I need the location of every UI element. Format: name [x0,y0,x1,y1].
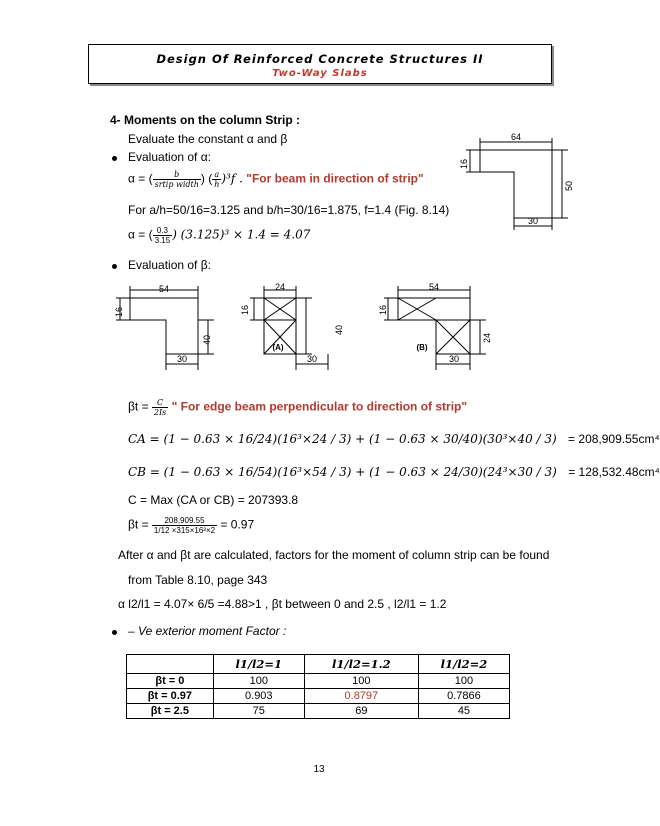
svg-text:54: 54 [158,284,170,294]
beta-label: Evaluation of β: [128,258,211,272]
table-cell: 75 [213,704,304,719]
svg-text:50: 50 [564,180,574,192]
table-row [127,674,510,689]
svg-text:30: 30 [448,354,460,364]
table-header-row [127,655,510,674]
header-subtitle: Two-Way Slabs [272,68,368,79]
after-line-1: After α and βt are calculated, factors for the moment of column strip can be found [118,548,550,562]
bt-formula: βt = $\frac{208,909.55}{\text{1/12 ×315×16³×2}}$ = 0.97 [128,516,255,535]
table-header [127,655,214,674]
alpha-calc: α = ( $\frac{0.3}{3.15}$ ) (3.125)³ × 1.4 = 4.07 [128,226,311,245]
after-line-2: from Table 8.10, page 343 [128,573,268,587]
beta-formula: βt = $\frac{C}{2Is}$ " For edge beam perpendicular to direction of strip" [128,398,468,417]
alpha-formula: α = ( $\frac{b}{\text{srtip width}}$ ) ( $\frac{a}{h}$ )³f . "For beam in direction of strip" [128,170,424,189]
svg-text:40: 40 [334,324,344,336]
table-row [127,704,510,719]
table-cell: 0.7866 [418,689,509,704]
figure-section-b [376,282,496,374]
svg-text:16: 16 [378,304,388,316]
bullet-icon [112,264,117,269]
svg-text:24: 24 [482,332,492,344]
svg-text:30: 30 [176,354,188,364]
row-label: βt = 0.97 [127,689,214,704]
figure-beam-section-2 [110,282,230,374]
svg-text:(A): (A) [272,343,284,352]
cb-formula: CB = (1 − 0.63 × 16/54)(16³×54 / 3) + (1 − 0.63 × 24/30)(24³×30 / 3) = 128,532.48cm⁴ [128,465,660,479]
table-header: l1/l2=1 [213,655,304,674]
table-header: l1/l2=1.2 [304,655,418,674]
ve-label: – Ve exterior moment Factor : [128,624,287,638]
alpha-note: "For beam in direction of strip" [246,171,424,186]
svg-text:64: 64 [510,132,522,142]
table-cell: 100 [213,674,304,689]
page-header [88,44,552,84]
page-number: 13 [313,764,325,775]
table-cell-highlight: 0.8797 [304,689,418,704]
params-line: α l2/l1 = 4.07× 6/5 =4.88>1 , βt between 0 and 2.5 , l2/l1 = 1.2 [118,597,447,611]
alpha-label: Evaluation of α: [128,150,211,164]
svg-text:40: 40 [202,334,212,346]
figure-section-a [236,282,356,374]
figure-beam-section-1 [458,132,588,236]
beta-note: " For edge beam perpendicular to direction of strip" [171,399,468,414]
svg-text:16: 16 [240,304,250,316]
svg-text:54: 54 [428,282,440,292]
svg-text:30: 30 [306,354,318,364]
bullet-icon [112,630,117,635]
svg-text:24: 24 [274,282,286,292]
svg-text:(B): (B) [416,343,428,352]
ca-formula: CA = (1 − 0.63 × 16/24)(16³×24 / 3) + (1 − 0.63 × 30/40)(30³×40 / 3) = 208,909.55cm⁴ [128,432,660,446]
header-title: Design Of Reinforced Concrete Structures II [156,52,484,66]
svg-text:16: 16 [459,158,469,170]
row-label: βt = 2.5 [127,704,214,719]
row-label: βt = 0 [127,674,214,689]
table-cell: 0.903 [213,689,304,704]
bullet-icon [112,156,117,161]
section-heading: 4- Moments on the column Strip : [110,113,301,127]
table-cell: 100 [418,674,509,689]
table-cell: 45 [418,704,509,719]
table-row [127,689,510,704]
svg-text:30: 30 [527,216,539,226]
table-cell: 69 [304,704,418,719]
cmax-line: C = Max (CA or CB) = 207393.8 [128,493,299,507]
table-cell: 100 [304,674,418,689]
svg-text:16: 16 [114,306,124,318]
table-header: l1/l2=2 [418,655,509,674]
factor-table [126,654,510,719]
ratio-line: For a/h=50/16=3.125 and b/h=30/16=1.875, f=1.4 (Fig. 8.14) [128,203,450,217]
intro-line: Evaluate the constant α and β [128,132,288,146]
